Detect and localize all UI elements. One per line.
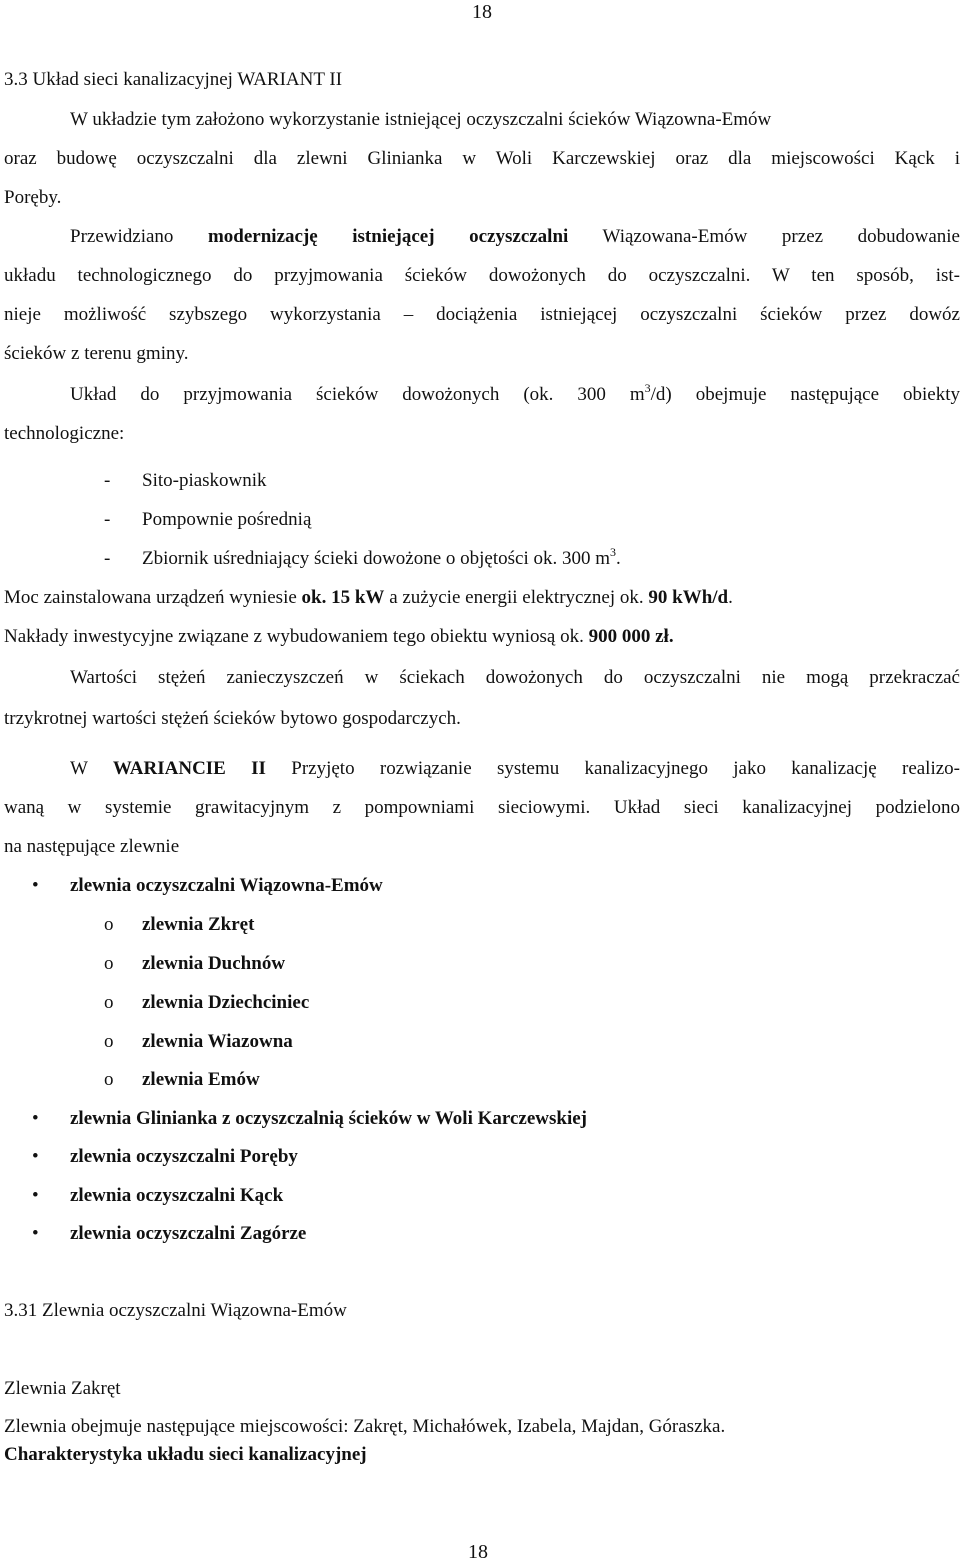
zakret-title: Zlewnia Zakręt [4, 1378, 121, 1399]
sub-marker: o [104, 953, 114, 974]
characteristics-title: Charakterystyka układu sieci kanalizacyjnej [4, 1444, 367, 1465]
p5-line1-bold: WARIANCIE II [112, 758, 266, 779]
p2-line2: układu technologicznego do przyjmowania ścieków dowożonych do oczyszczalni. W ten sposób, ist- [4, 265, 960, 286]
p2-line3: nieje możliwość szybszego wykorzystania – dociążenia istniejącej oczyszczalni ścieków przez dowóz [4, 304, 960, 325]
p2-line4: ścieków z terenu gminy. [4, 343, 189, 364]
power-a: Moc zainstalowana urządzeń wyniesie [4, 587, 302, 608]
section-title: 3.3 Układ sieci kanalizacyjnej WARIANT II [4, 69, 343, 90]
p3-line1-b: /d) obejmuje następujące obiekty [650, 384, 960, 405]
sub-marker: o [104, 914, 114, 935]
bullet-text: zlewnia oczyszczalni Kąck [70, 1185, 284, 1206]
dash-item-text: Sito-piaskownik [142, 470, 267, 491]
dash-item-text: Zbiornik uśredniający ścieki dowożone o objętości ok. 300 m [142, 548, 611, 569]
p3-line1-a: Układ do przyjmowania ścieków dowożonych (ok. 300 m [70, 384, 645, 405]
sub-item [104, 913, 254, 937]
p3-line2: technologiczne: [4, 423, 125, 444]
sub-text: zlewnia Duchnów [142, 953, 286, 974]
dash-marker: - [104, 470, 111, 491]
p3-line1-sup: 3 [644, 381, 651, 395]
cost-line [4, 625, 674, 649]
p5-line1 [70, 757, 960, 781]
power-e: . [728, 587, 733, 608]
sub-marker: o [104, 992, 114, 1013]
dash-list-item [104, 547, 621, 571]
bullet-marker: • [32, 1108, 39, 1129]
bullet-marker: • [32, 875, 39, 896]
p2-line1-bold: modernizację istniejącej oczyszczalni [207, 226, 569, 247]
p1-line3: Poręby. [4, 187, 62, 208]
sub-text: zlewnia Dziechciniec [142, 992, 310, 1013]
cost-a: Nakłady inwestycyjne związane z wybudowaniem tego obiektu wyniosą ok. [4, 626, 589, 647]
subsection-title: 3.31 Zlewnia oczyszczalni Wiązowna-Emów [4, 1300, 347, 1321]
dash-marker: - [104, 509, 111, 530]
page-number-top: 18 [472, 1, 492, 23]
bullet-item [32, 1222, 306, 1246]
sub-text: zlewnia Wiazowna [142, 1031, 293, 1052]
p2-line1 [70, 225, 960, 249]
power-b: ok. 15 kW [301, 587, 385, 608]
bullet-marker: • [32, 1223, 39, 1244]
p5-line3: na następujące zlewnie [4, 836, 180, 857]
bullet-item [32, 1184, 283, 1208]
p5-line1-c: Przyjęto rozwiązanie systemu kanalizacyjnego jako kanalizację realizo- [265, 758, 960, 779]
sub-marker: o [104, 1031, 114, 1052]
zakret-text: Zlewnia obejmuje następujące miejscowości: Zakręt, Michałówek, Izabela, Majdan, Góraszka. [4, 1416, 726, 1437]
bullet-text: zlewnia Glinianka z oczyszczalnią ścieków w Woli Karczewskiej [70, 1108, 587, 1129]
p3-line1 [70, 383, 960, 407]
p4-line2: trzykrotnej wartości stężeń ścieków bytowo gospodarczych. [4, 708, 461, 729]
page-number-bottom: 18 [468, 1541, 488, 1563]
sub-text: zlewnia Emów [142, 1069, 260, 1090]
sub-item [104, 1030, 293, 1054]
power-line [4, 586, 733, 610]
bullet-marker: • [32, 1185, 39, 1206]
sub-item [104, 952, 285, 976]
dash-item-text: Pompownie pośrednią [142, 509, 312, 530]
bullet-text: zlewnia oczyszczalni Wiązowna-Emów [70, 875, 383, 896]
dash-list-item [104, 469, 267, 493]
bullet-item [32, 1145, 298, 1169]
dash-marker: - [104, 548, 111, 569]
sub-marker: o [104, 1069, 114, 1090]
dash-list-item [104, 508, 311, 532]
p2-line1-c: Wiązowana-Emów przez dobudowanie [568, 226, 960, 247]
power-d: 90 kWh/d [648, 587, 729, 608]
p5-line1-a: W [70, 758, 113, 779]
p5-line2: waną w systemie grawitacyjnym z pompowniami sieciowymi. Układ sieci kanalizacyjnej podzielono [4, 797, 960, 818]
dash-item-sup: 3 [610, 545, 617, 559]
bullet-text: zlewnia oczyszczalni Zagórze [70, 1223, 307, 1244]
bullet-text: zlewnia oczyszczalni Poręby [70, 1146, 298, 1167]
p1-line1: W układzie tym założono wykorzystanie istniejącej oczyszczalni ścieków Wiązowna-Emów [70, 109, 772, 130]
p2-line1-a: Przewidziano [70, 226, 208, 247]
bullet-item [32, 1107, 587, 1131]
bullet-item [32, 874, 383, 898]
sub-item [104, 991, 309, 1015]
bullet-marker: • [32, 1146, 39, 1167]
sub-item [104, 1068, 260, 1092]
power-c: a zużycie energii elektrycznej ok. [384, 587, 649, 608]
cost-b: 900 000 zł. [588, 626, 674, 647]
p1-line2: oraz budowę oczyszczalni dla zlewni Glinianka w Woli Karczewskiej oraz dla miejscowości Kąck i [4, 148, 960, 169]
dash-item-end: . [616, 548, 621, 569]
sub-text: zlewnia Zkręt [142, 914, 255, 935]
p4-line1: Wartości stężeń zanieczyszczeń w ściekach dowożonych do oczyszczalni nie mogą przekraczać [70, 667, 960, 688]
